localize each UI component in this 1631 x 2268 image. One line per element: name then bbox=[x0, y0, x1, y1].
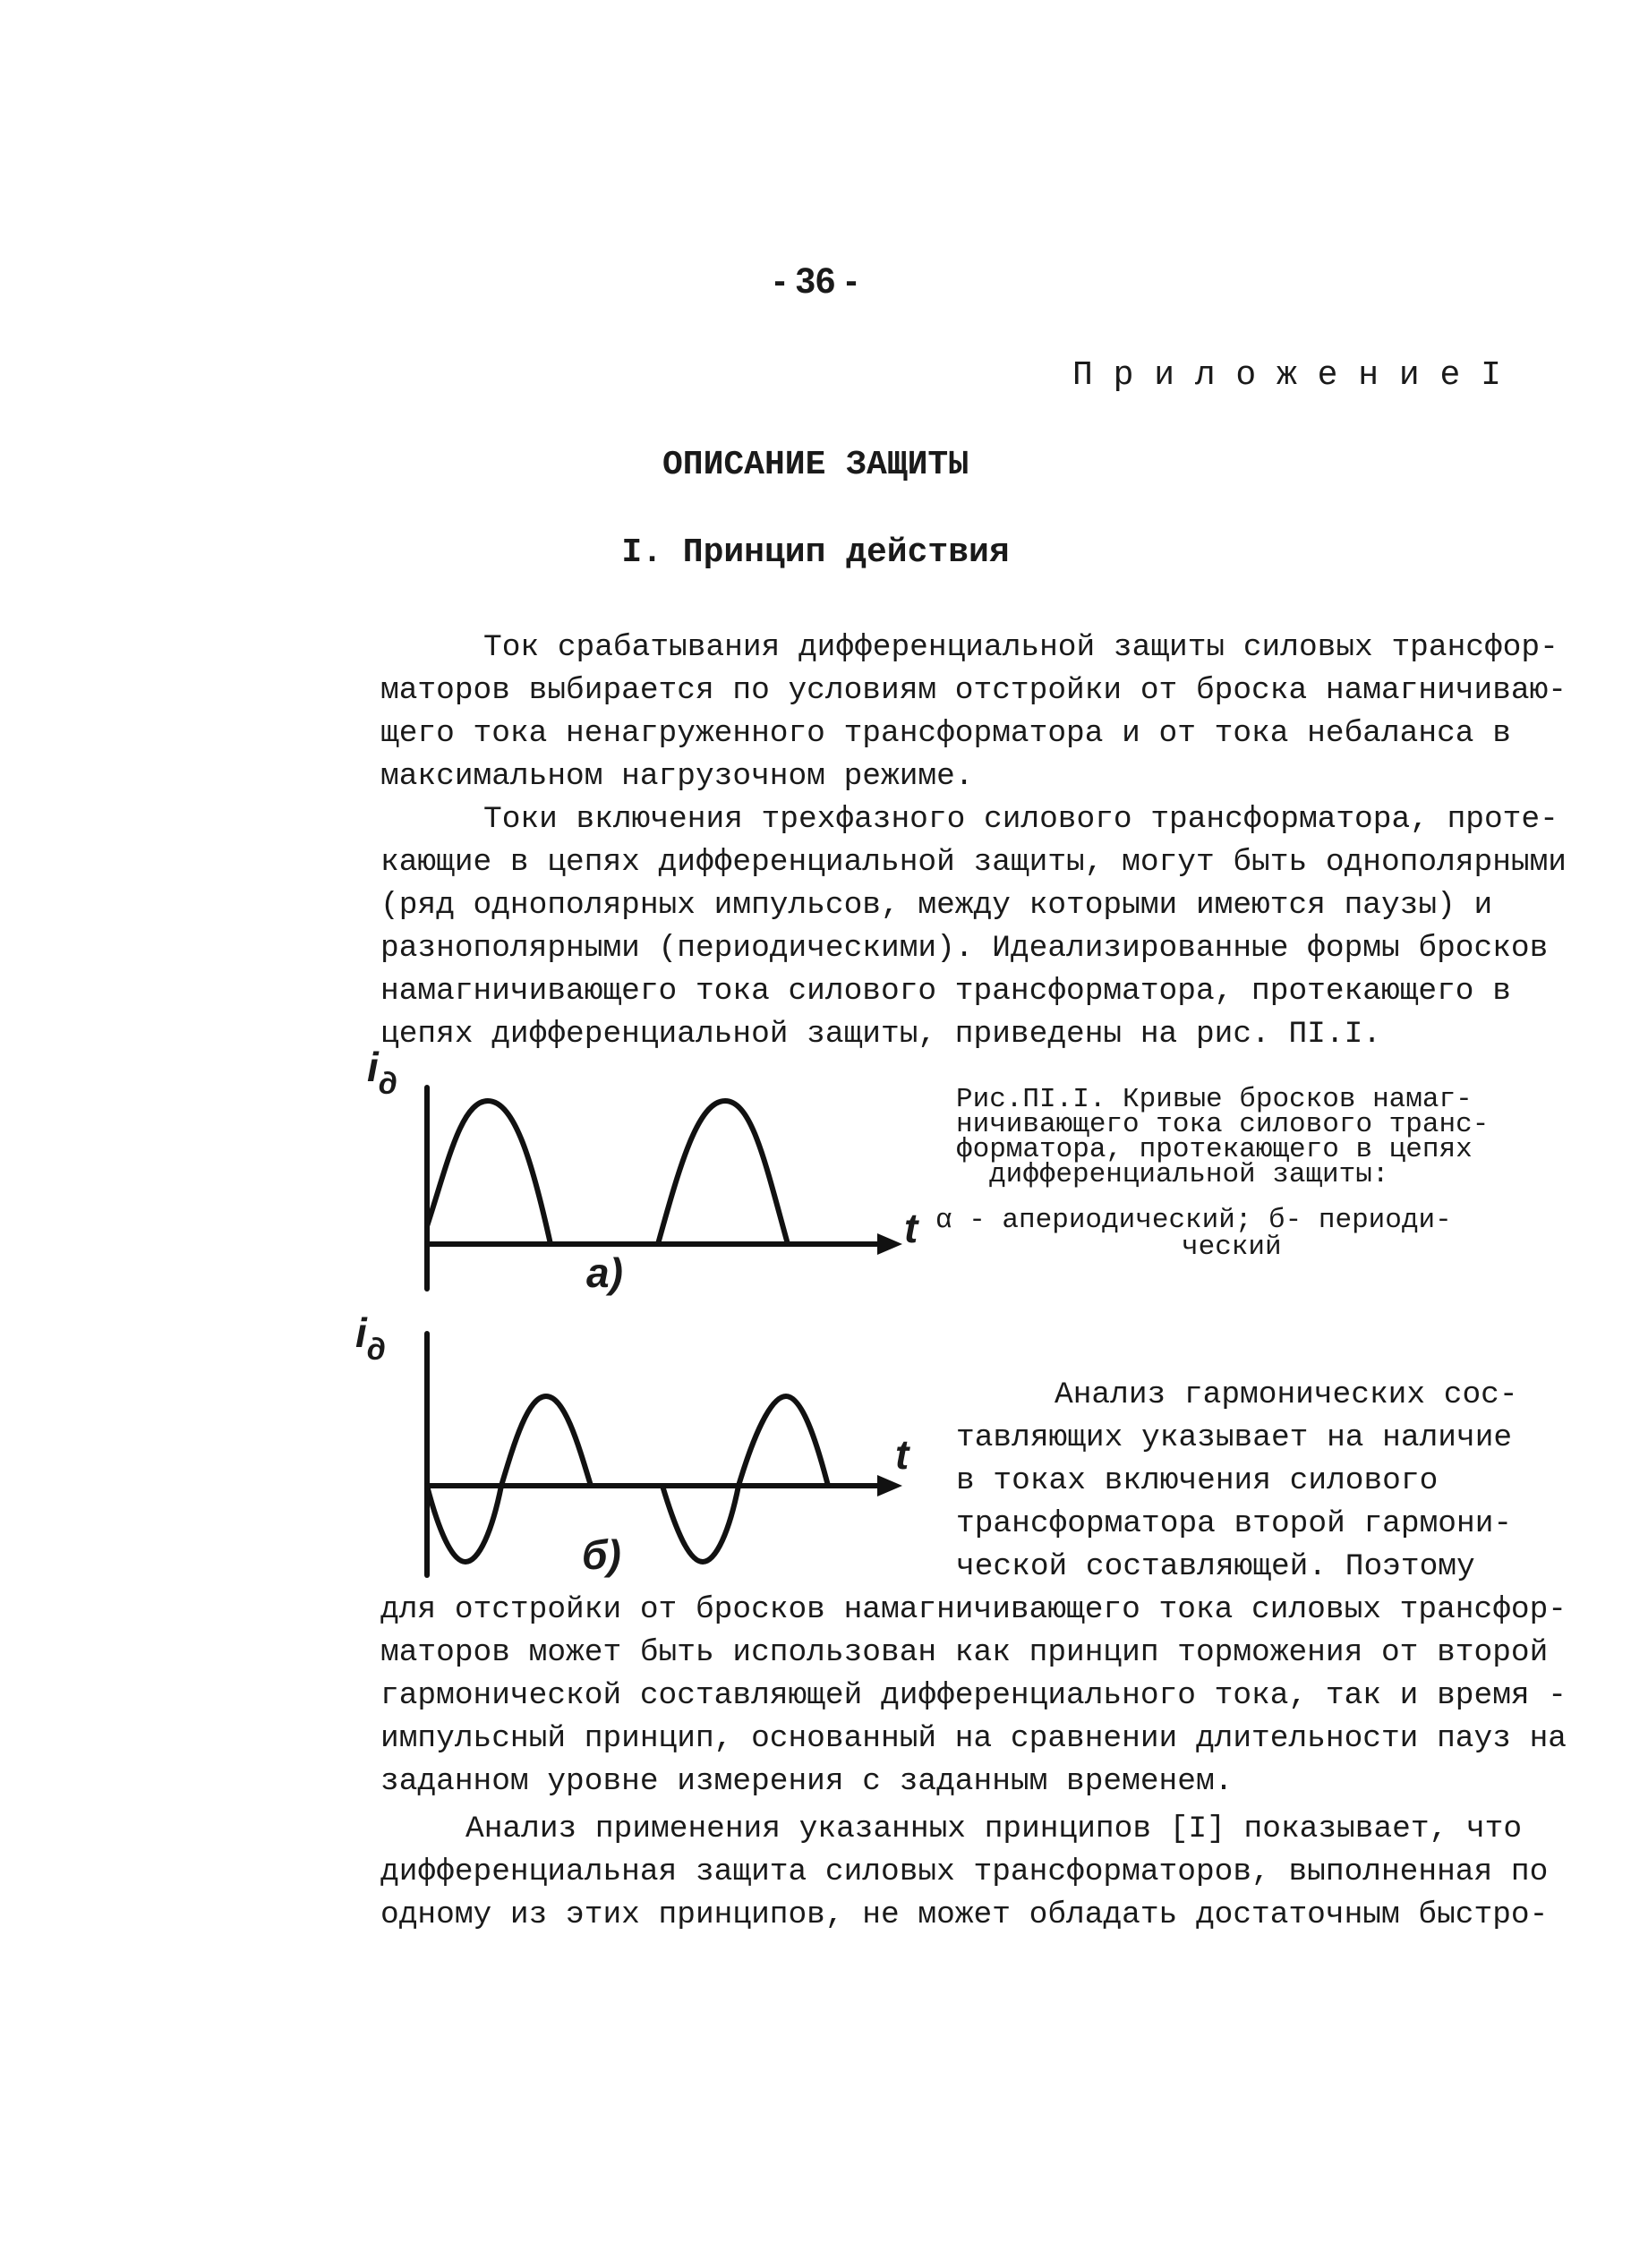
section-heading: I. Принцип действия bbox=[621, 533, 1010, 572]
paragraph4-line: дифференциальная защита силовых трансформаторов, выполненная по bbox=[380, 1854, 1549, 1889]
graph-b-xlabel: t bbox=[895, 1431, 909, 1478]
paragraph3-line: для отстройки от бросков намагничивающего тока силовых трансфор- bbox=[380, 1592, 1567, 1627]
paragraph2-line: кающие в цепях дифференциальной защиты, могут быть однополярными bbox=[380, 845, 1567, 880]
paragraph3-line: в токах включения силового bbox=[956, 1463, 1439, 1498]
document-title: ОПИСАНИЕ ЗАЩИТЫ bbox=[662, 446, 969, 484]
figure-caption-line: α - апериодический; б- периоди- bbox=[935, 1205, 1452, 1236]
paragraph2-line: (ряд однополярных импульсов, между которыми имеются паузы) и bbox=[380, 888, 1493, 923]
paragraph3-line: гармонической составляющей дифференциального тока, так и время - bbox=[380, 1678, 1567, 1713]
paragraph1-line: маторов выбирается по условиям отстройки от броска намагничиваю- bbox=[380, 673, 1567, 708]
paragraph3-line: Анализ гармонических сос- bbox=[1055, 1377, 1518, 1412]
paragraph2-line: разнополярными (периодическими). Идеализированные формы бросков bbox=[380, 931, 1549, 966]
graph-b-ylabel: $i_д$ bbox=[355, 1309, 386, 1367]
paragraph1-line: максимальном нагрузочном режиме. bbox=[380, 759, 974, 794]
paragraph3-line: ческой составляющей. Поэтому bbox=[956, 1549, 1475, 1584]
paragraph3-line: трансформатора второй гармони- bbox=[956, 1506, 1513, 1541]
figure-caption-line: дифференциальной защиты: bbox=[989, 1159, 1389, 1190]
paragraph3-line: тавляющих указывает на наличие bbox=[956, 1420, 1513, 1455]
figure-caption-line: ничивающего тока силового транс- bbox=[956, 1109, 1490, 1140]
paragraph3-line: импульсный принцип, основанный на сравнении длительности пауз на bbox=[380, 1721, 1567, 1756]
paragraph2-line: Токи включения трехфазного силового трансформатора, проте- bbox=[483, 802, 1558, 837]
paragraph4-line: Анализ применения указанных принципов [I] показывает, что bbox=[465, 1812, 1523, 1846]
page-number: - 36 - bbox=[773, 261, 858, 301]
paragraph2-line: цепях дифференциальной защиты, приведены на рис. ПI.I. bbox=[380, 1017, 1381, 1052]
figure-caption-line: ческий bbox=[1182, 1232, 1282, 1263]
paragraph1-line: щего тока ненагруженного трансформатора и от тока небаланса в bbox=[380, 716, 1511, 751]
graph-a-label: а) bbox=[586, 1249, 623, 1296]
graph-a-xlabel: t bbox=[904, 1205, 918, 1251]
graph-a-ylabel: $i_д$ bbox=[367, 1044, 397, 1101]
paragraph2-line: намагничивающего тока силового трансформатора, протекающего в bbox=[380, 974, 1511, 1009]
figure-caption-line: Рис.ПI.I. Кривые бросков намаг- bbox=[956, 1084, 1473, 1115]
graph-a-curve bbox=[427, 1101, 788, 1244]
figure-caption-line: форматора, протекающего в цепях bbox=[956, 1134, 1473, 1165]
graph-b-curve bbox=[427, 1396, 828, 1562]
graph-b-label: б) bbox=[582, 1531, 621, 1578]
paragraph3-line: заданном уровне измерения с заданным временем. bbox=[380, 1764, 1234, 1799]
paragraph4-line: одному из этих принципов, не может обладать достаточным быстро- bbox=[380, 1897, 1549, 1932]
paragraph3-line: маторов может быть использован как принцип торможения от второй bbox=[380, 1635, 1549, 1670]
paragraph1-line: Ток срабатывания дифференциальной защиты силовых трансфор- bbox=[483, 630, 1558, 665]
appendix-heading: П р и л о ж е н и е I bbox=[1072, 356, 1501, 395]
graph-a-arrow-icon bbox=[877, 1233, 902, 1255]
